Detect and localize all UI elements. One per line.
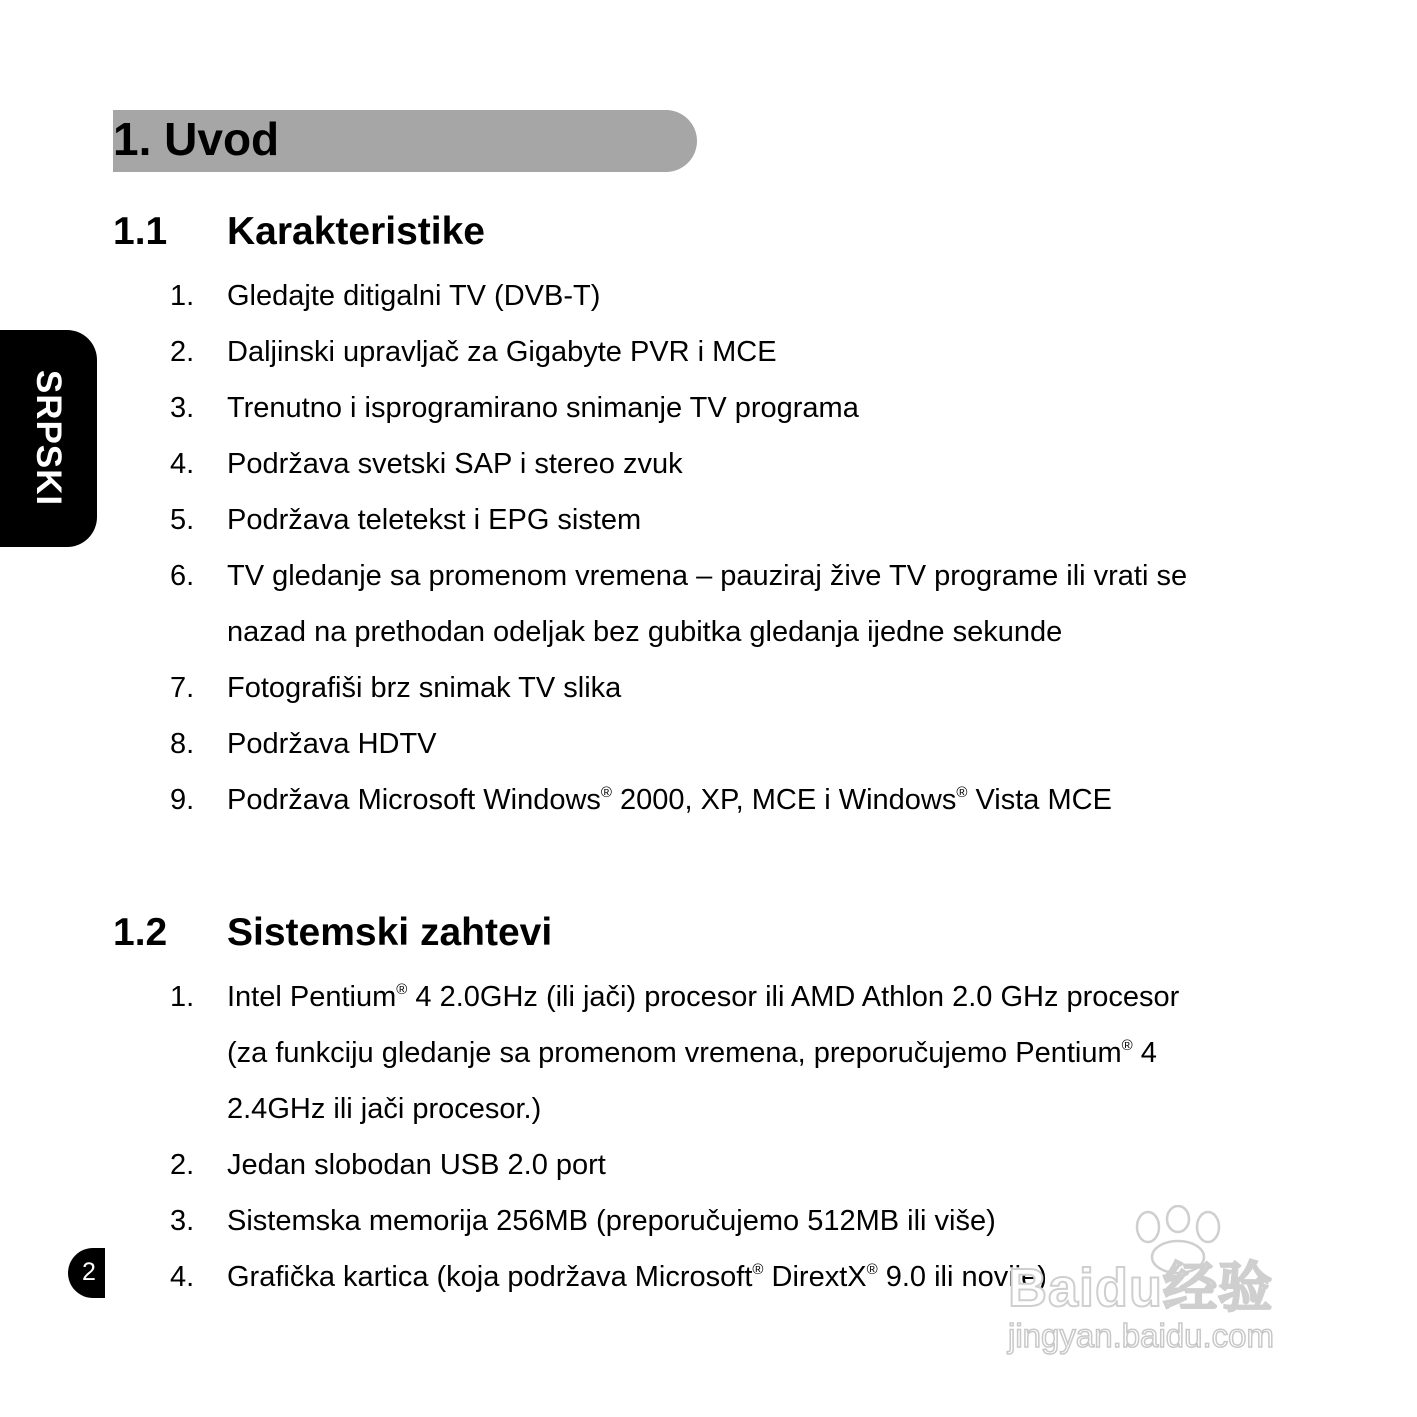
watermark-url: jingyan.baidu.com — [1008, 1317, 1274, 1354]
registered-mark: ® — [752, 1261, 764, 1278]
list-item-index: 3. — [170, 1205, 195, 1237]
list-item-text: Gledajte ditigalni TV (DVB-T) — [227, 280, 601, 312]
list-item-index: 4. — [170, 1261, 195, 1293]
text-run: 4 — [1132, 1037, 1157, 1069]
list-item-text: 2.4GHz ili jači procesor.) — [227, 1093, 542, 1125]
text-run: Vista MCE — [967, 784, 1112, 816]
list-item-index: 2. — [170, 336, 195, 368]
list-item-index: 1. — [170, 280, 195, 312]
list-item-index: 2. — [170, 1149, 195, 1181]
list-item-index: 9. — [170, 784, 195, 816]
list-item-text: Trenutno i isprogramirano snimanje TV programa — [227, 392, 859, 424]
text-run: 4 2.0GHz (ili jači) procesor ili AMD Athlon 2.0 GHz procesor — [407, 981, 1180, 1013]
section-heading-system-requirements — [113, 913, 552, 952]
section-title: Karakteristike — [227, 210, 485, 253]
list-item — [170, 380, 1330, 436]
list-item-index: 6. — [170, 560, 195, 592]
text-run: DirextX — [763, 1261, 867, 1293]
text-run: Podržava Microsoft Windows — [227, 784, 601, 816]
list-item — [170, 772, 1330, 828]
list-item — [170, 324, 1330, 380]
list-item-text: Fotografiši brz snimak TV slika — [227, 672, 622, 704]
section-heading-features — [113, 212, 485, 251]
list-item-index: 4. — [170, 448, 195, 480]
list-item — [170, 1137, 1330, 1193]
list-item — [170, 660, 1330, 716]
list-item-text: Podržava HDTV — [227, 728, 437, 760]
registered-mark: ® — [600, 784, 612, 801]
registered-mark: ® — [396, 981, 408, 998]
list-item-text: Jedan slobodan USB 2.0 port — [227, 1149, 606, 1181]
list-item-text: Podržava svetski SAP i stereo zvuk — [227, 448, 683, 480]
text-run: Intel Pentium — [227, 981, 397, 1013]
watermark-logo-text: Baidu经验 — [1008, 1258, 1274, 1318]
list-item — [170, 716, 1330, 772]
list-item — [170, 548, 1330, 660]
list-item — [170, 492, 1330, 548]
list-item — [170, 268, 1330, 324]
text-run: Grafička kartica (koja podržava Microsoft — [227, 1261, 753, 1293]
list-item-text: nazad na prethodan odeljak bez gubitka gledanja ijedne sekunde — [227, 616, 1063, 648]
text-run: 2000, XP, MCE i Windows — [611, 784, 957, 816]
list-item-text: Sistemska memorija 256MB (preporučujemo 512MB ili više) — [227, 1205, 996, 1237]
registered-mark: ® — [1121, 1037, 1133, 1054]
list-item-index: 1. — [170, 981, 195, 1013]
list-item-text — [227, 772, 1330, 828]
section-number: 1.1 — [113, 210, 168, 253]
text-run: (za funkciju gledanje sa promenom vremena, preporučujemo Pentium — [227, 1037, 1122, 1069]
list-item-index: 7. — [170, 672, 195, 704]
text-run: 9.0 ili novije) — [877, 1261, 1047, 1293]
section-title: Sistemski zahtevi — [227, 911, 553, 954]
list-item-text: TV gledanje sa promenom vremena – pauziraj žive TV programe ili vrati se — [227, 560, 1188, 592]
list-item-text: Daljinski upravljač za Gigabyte PVR i MCE — [227, 336, 777, 368]
chapter-title: 1. Uvod — [113, 113, 280, 165]
section-number: 1.2 — [113, 911, 168, 954]
list-item-index: 8. — [170, 728, 195, 760]
list-item-text: Podržava teletekst i EPG sistem — [227, 504, 642, 536]
list-item-text — [227, 1025, 1330, 1081]
list-item-index: 3. — [170, 392, 195, 424]
list-item-index: 5. — [170, 504, 195, 536]
list-item — [170, 436, 1330, 492]
baidu-watermark — [1000, 1205, 1340, 1365]
page-number: 2 — [82, 1258, 96, 1286]
language-tab-label: SRPSKI — [29, 369, 68, 507]
features-list — [170, 268, 1330, 828]
list-item-text — [227, 969, 1330, 1025]
registered-mark: ® — [866, 1261, 878, 1278]
registered-mark: ® — [956, 784, 968, 801]
list-item — [170, 969, 1330, 1137]
